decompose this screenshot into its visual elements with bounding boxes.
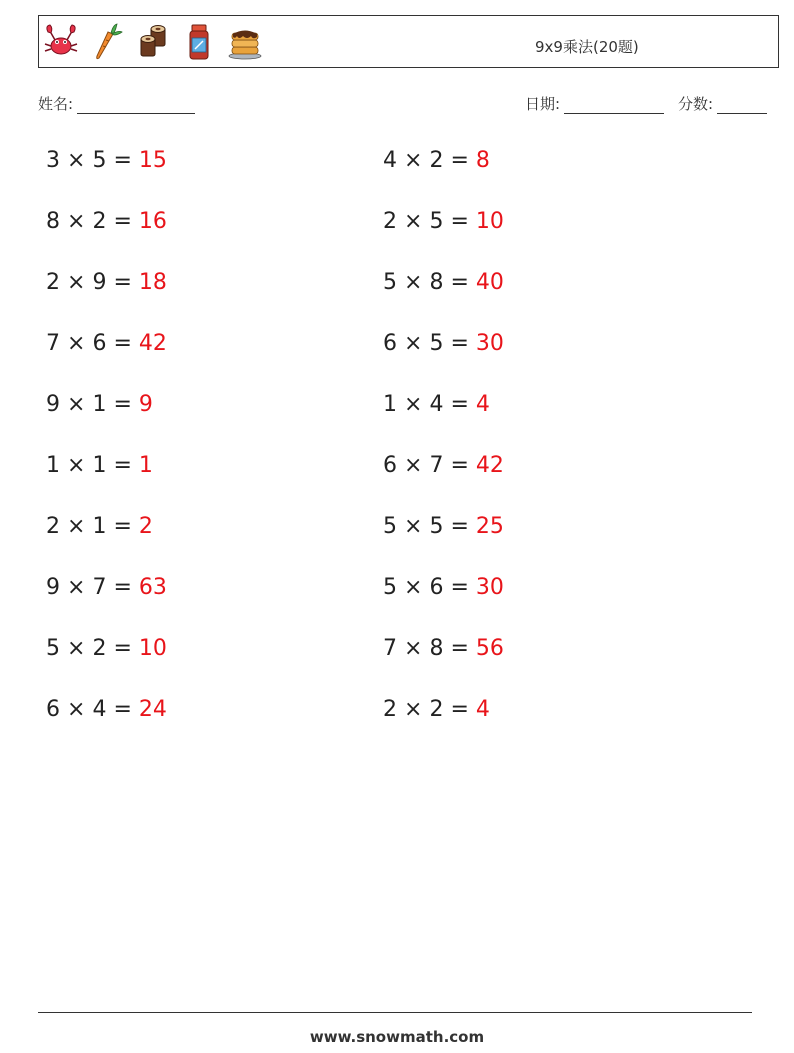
operand-a: 1 xyxy=(46,453,60,478)
name-field xyxy=(38,93,195,114)
answer: 30 xyxy=(475,331,504,356)
equals-sign: = xyxy=(450,514,469,539)
times-sign: × xyxy=(404,209,423,234)
operand-b: 1 xyxy=(92,392,107,417)
operand-b: 4 xyxy=(429,392,444,417)
problem-right-2 xyxy=(383,209,504,234)
carrot-icon xyxy=(89,22,125,62)
operand-a: 9 xyxy=(46,392,60,417)
answer: 16 xyxy=(138,209,167,234)
score-blank[interactable] xyxy=(717,98,767,114)
problem-left-8 xyxy=(46,575,167,600)
answer: 63 xyxy=(138,575,167,600)
operand-a: 3 xyxy=(46,148,60,173)
operand-a: 5 xyxy=(383,270,397,295)
operand-b: 2 xyxy=(429,697,444,722)
equals-sign: = xyxy=(113,148,132,173)
times-sign: × xyxy=(404,697,423,722)
problem-right-1 xyxy=(383,148,490,173)
operand-b: 9 xyxy=(92,270,107,295)
log-roll-icon xyxy=(135,22,171,62)
problem-right-4 xyxy=(383,331,504,356)
equals-sign: = xyxy=(113,575,132,600)
operand-b: 7 xyxy=(92,575,107,600)
score-field xyxy=(678,93,767,114)
operand-a: 2 xyxy=(383,209,397,234)
answer: 4 xyxy=(475,392,490,417)
equals-sign: = xyxy=(450,331,469,356)
times-sign: × xyxy=(67,636,86,661)
operand-a: 5 xyxy=(383,575,397,600)
times-sign: × xyxy=(67,331,86,356)
problem-left-7 xyxy=(46,514,153,539)
answer: 56 xyxy=(475,636,504,661)
equals-sign: = xyxy=(450,453,469,478)
operand-a: 5 xyxy=(46,636,60,661)
answer: 24 xyxy=(138,697,167,722)
times-sign: × xyxy=(404,453,423,478)
equals-sign: = xyxy=(113,270,132,295)
answer: 10 xyxy=(138,636,167,661)
operand-a: 8 xyxy=(46,209,60,234)
problem-right-8 xyxy=(383,575,504,600)
answer: 40 xyxy=(475,270,504,295)
times-sign: × xyxy=(67,575,86,600)
answer: 10 xyxy=(475,209,504,234)
problem-right-6 xyxy=(383,453,504,478)
worksheet-title: 9x9乘法(20题) xyxy=(535,38,639,56)
name-label: 姓名: xyxy=(38,95,74,113)
date-label: 日期: xyxy=(525,95,561,113)
answer: 30 xyxy=(475,575,504,600)
pancake-stack-icon xyxy=(227,22,263,62)
answer: 2 xyxy=(138,514,153,539)
date-blank[interactable] xyxy=(564,98,664,114)
times-sign: × xyxy=(404,514,423,539)
answer: 8 xyxy=(475,148,490,173)
equals-sign: = xyxy=(450,636,469,661)
equals-sign: = xyxy=(113,209,132,234)
times-sign: × xyxy=(67,148,86,173)
times-sign: × xyxy=(67,392,86,417)
answer: 42 xyxy=(138,331,167,356)
times-sign: × xyxy=(404,392,423,417)
header-icons xyxy=(43,22,263,62)
operand-a: 2 xyxy=(383,697,397,722)
operand-b: 6 xyxy=(429,575,444,600)
equals-sign: = xyxy=(113,453,132,478)
equals-sign: = xyxy=(450,392,469,417)
times-sign: × xyxy=(67,270,86,295)
operand-b: 2 xyxy=(429,148,444,173)
name-blank[interactable] xyxy=(77,98,195,114)
equals-sign: = xyxy=(450,270,469,295)
equals-sign: = xyxy=(113,514,132,539)
operand-a: 7 xyxy=(46,331,60,356)
date-field xyxy=(525,93,664,114)
equals-sign: = xyxy=(450,148,469,173)
equals-sign: = xyxy=(113,636,132,661)
times-sign: × xyxy=(67,514,86,539)
answer: 18 xyxy=(138,270,167,295)
operand-a: 1 xyxy=(383,392,397,417)
answer: 1 xyxy=(138,453,153,478)
operand-b: 5 xyxy=(429,514,444,539)
problem-right-7 xyxy=(383,514,504,539)
operand-b: 5 xyxy=(429,209,444,234)
times-sign: × xyxy=(404,270,423,295)
footer-url: www.snowmath.com xyxy=(309,1028,485,1046)
operand-a: 6 xyxy=(383,453,397,478)
operand-b: 8 xyxy=(429,270,444,295)
equals-sign: = xyxy=(113,392,132,417)
times-sign: × xyxy=(67,453,86,478)
answer: 4 xyxy=(475,697,490,722)
operand-a: 6 xyxy=(383,331,397,356)
operand-a: 4 xyxy=(383,148,397,173)
operand-b: 2 xyxy=(92,209,107,234)
answer: 42 xyxy=(475,453,504,478)
operand-a: 7 xyxy=(383,636,397,661)
operand-b: 5 xyxy=(429,331,444,356)
operand-b: 6 xyxy=(92,331,107,356)
times-sign: × xyxy=(67,209,86,234)
problem-left-6 xyxy=(46,453,153,478)
equals-sign: = xyxy=(450,575,469,600)
problem-left-1 xyxy=(46,148,167,173)
equals-sign: = xyxy=(113,331,132,356)
operand-a: 5 xyxy=(383,514,397,539)
worksheet-header xyxy=(38,15,779,68)
equals-sign: = xyxy=(450,209,469,234)
problem-left-2 xyxy=(46,209,167,234)
equals-sign: = xyxy=(113,697,132,722)
operand-a: 9 xyxy=(46,575,60,600)
problem-left-10 xyxy=(46,697,167,722)
times-sign: × xyxy=(404,575,423,600)
times-sign: × xyxy=(404,636,423,661)
operand-b: 4 xyxy=(92,697,107,722)
jar-icon xyxy=(181,22,217,62)
operand-b: 1 xyxy=(92,514,107,539)
answer: 9 xyxy=(138,392,153,417)
operand-a: 6 xyxy=(46,697,60,722)
problem-right-10 xyxy=(383,697,490,722)
problem-right-5 xyxy=(383,392,490,417)
operand-a: 2 xyxy=(46,270,60,295)
problem-right-9 xyxy=(383,636,504,661)
operand-b: 5 xyxy=(92,148,107,173)
equals-sign: = xyxy=(450,697,469,722)
score-label: 分数: xyxy=(678,95,714,113)
operand-b: 8 xyxy=(429,636,444,661)
operand-b: 1 xyxy=(92,453,107,478)
operand-b: 2 xyxy=(92,636,107,661)
problem-left-9 xyxy=(46,636,167,661)
problem-right-3 xyxy=(383,270,504,295)
problem-left-5 xyxy=(46,392,153,417)
answer: 25 xyxy=(475,514,504,539)
times-sign: × xyxy=(67,697,86,722)
crab-icon xyxy=(43,22,79,62)
answer: 15 xyxy=(138,148,167,173)
times-sign: × xyxy=(404,331,423,356)
operand-b: 7 xyxy=(429,453,444,478)
footer-divider xyxy=(38,1012,752,1013)
problem-left-3 xyxy=(46,270,167,295)
problem-left-4 xyxy=(46,331,167,356)
times-sign: × xyxy=(404,148,423,173)
operand-a: 2 xyxy=(46,514,60,539)
